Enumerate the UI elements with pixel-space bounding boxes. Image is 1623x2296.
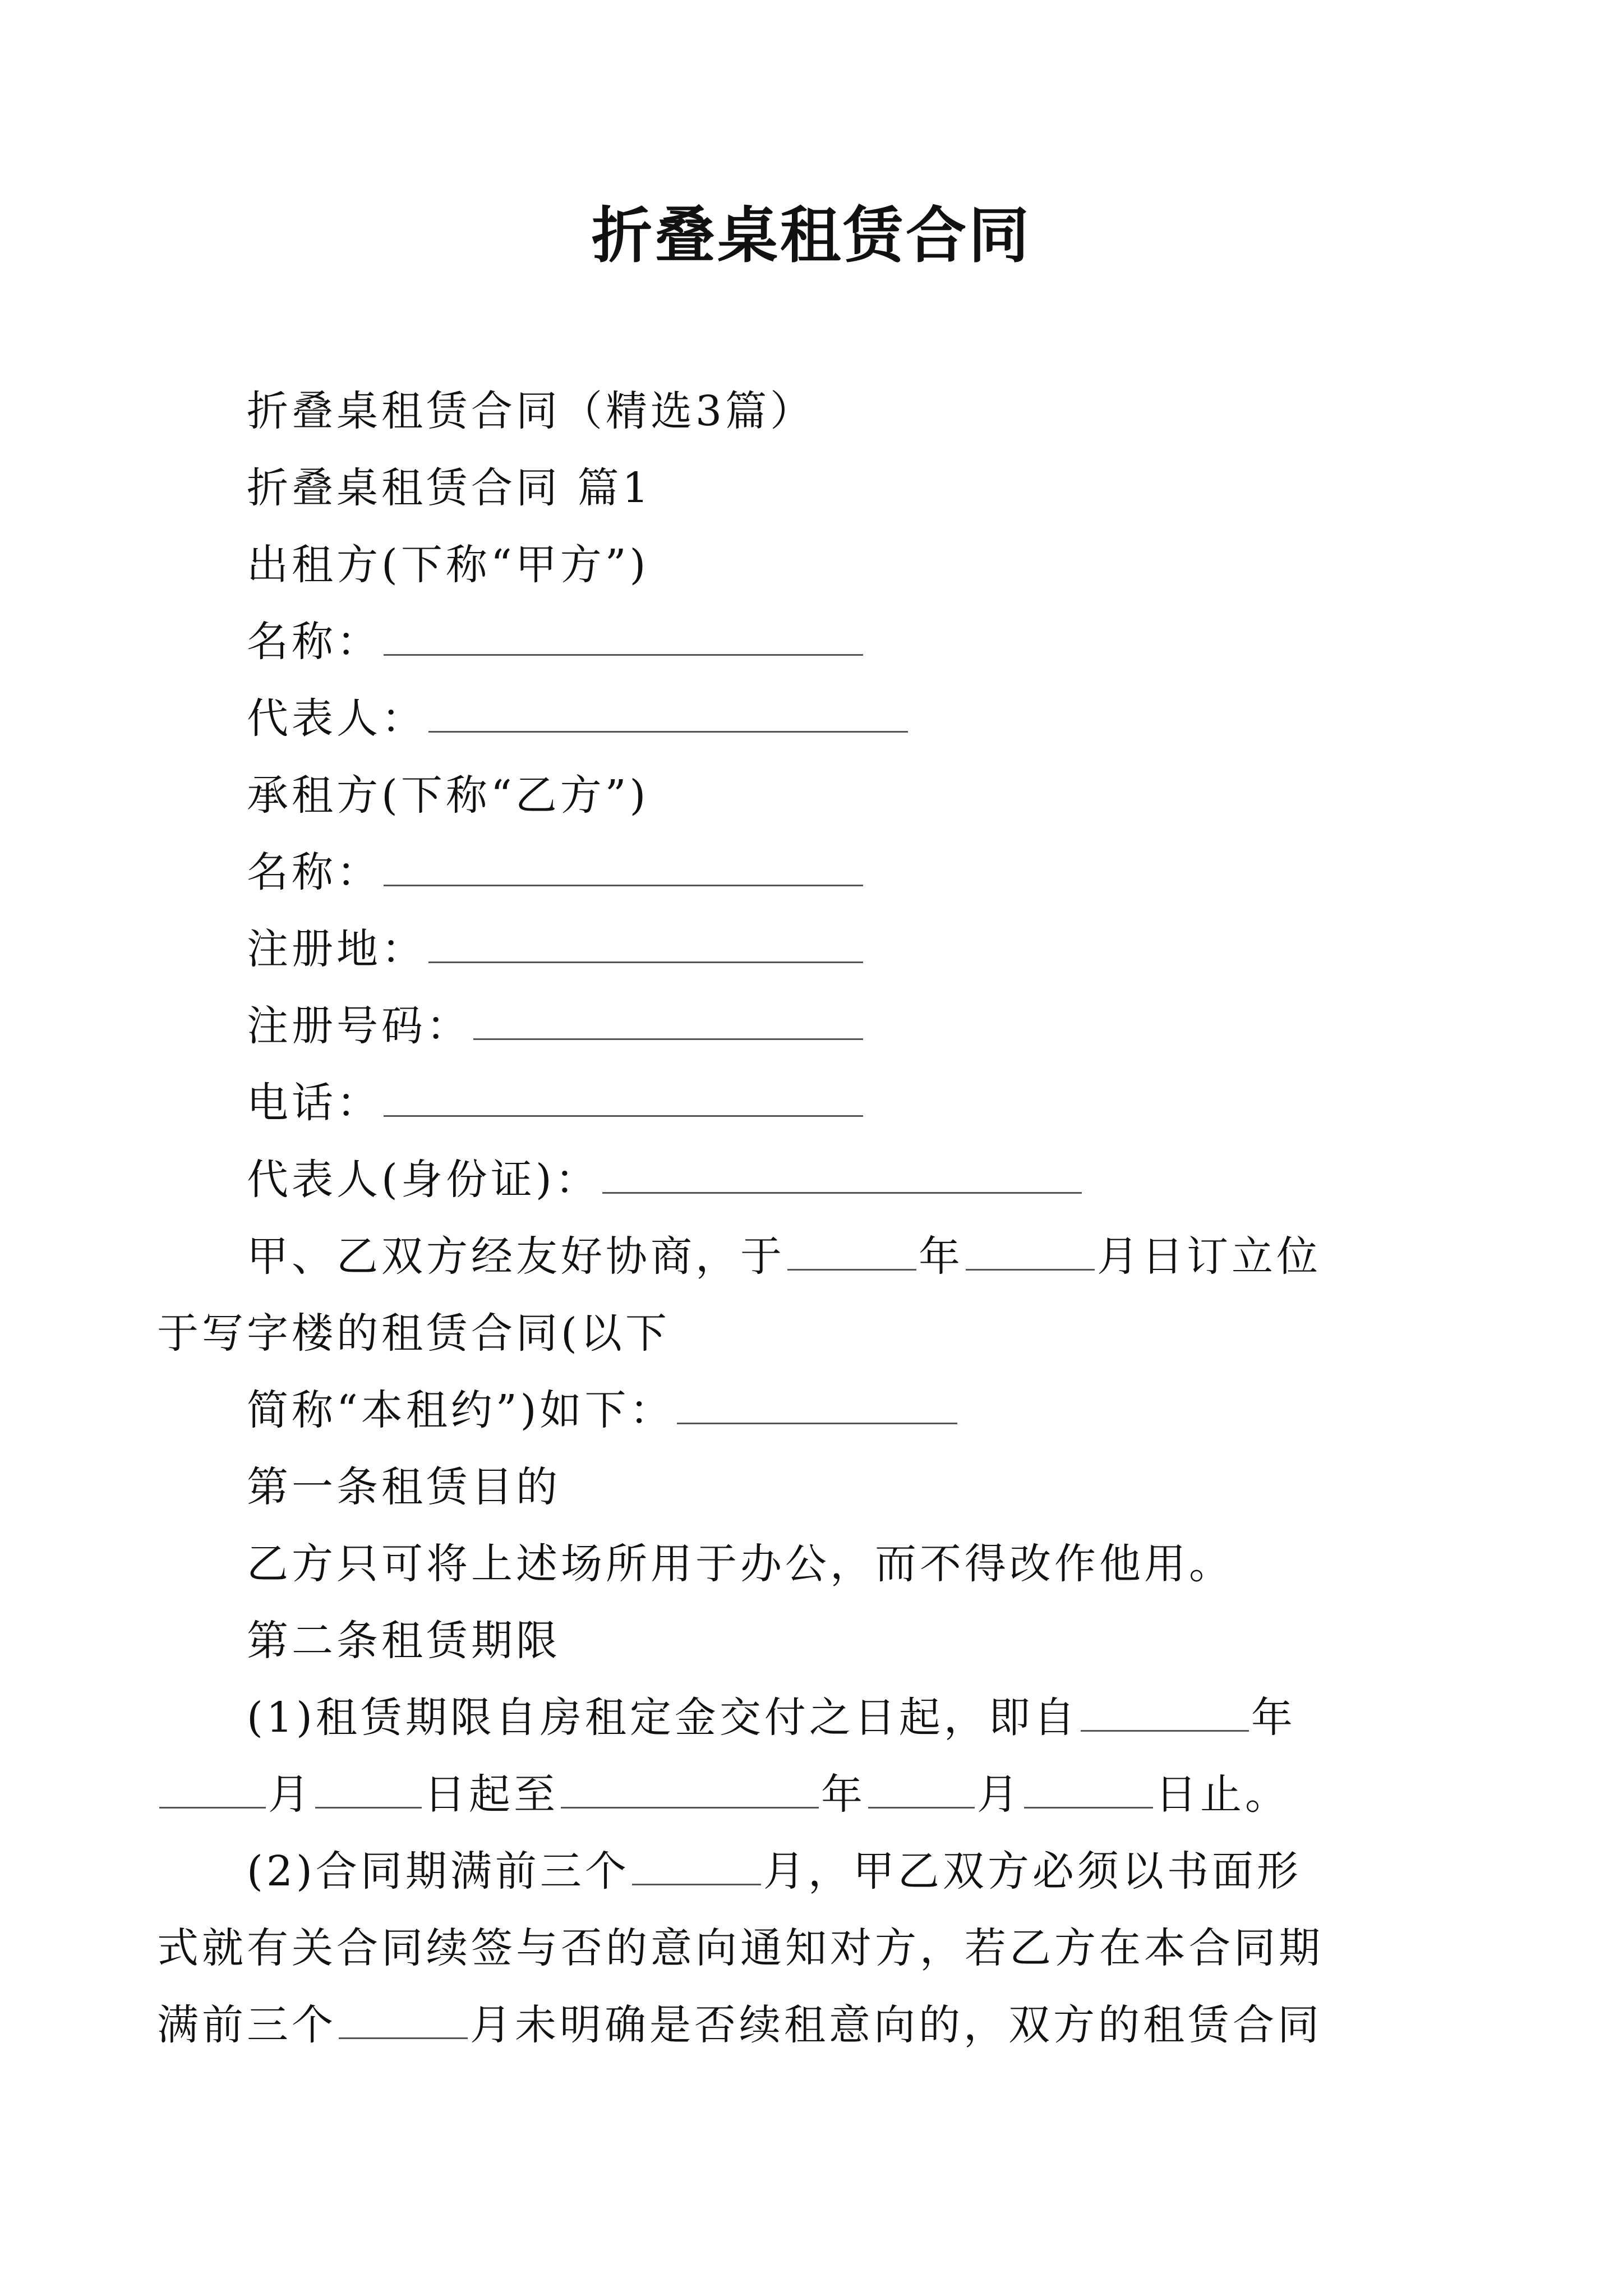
doc-line: 式就有关合同续签与否的意向通知对方，若乙方在本合同期	[157, 1924, 1324, 1972]
doc-line	[247, 988, 1385, 1065]
text-span: 满前三个	[157, 2001, 336, 2049]
doc-line: 折叠桌租赁合同 篇1	[247, 464, 652, 512]
blank-field	[159, 1764, 266, 1809]
text-span: 月	[977, 1770, 1022, 1819]
text-span: 月，甲乙双方必须以书面形	[763, 1847, 1302, 1895]
text-span: 月日订立位	[1097, 1232, 1321, 1281]
doc-line	[247, 1218, 1385, 1295]
blank-field	[1081, 1687, 1249, 1732]
text-span: 年	[919, 1232, 963, 1281]
blank-field	[315, 1764, 422, 1809]
doc-line	[247, 1833, 1385, 1910]
text-span: 甲、乙双方经友好协商，于	[247, 1232, 785, 1281]
doc-line	[247, 1680, 1385, 1756]
blank-field	[868, 1764, 975, 1809]
doc-line: 第一条租赁目的	[247, 1463, 561, 1511]
field-label: 名称：	[247, 848, 381, 896]
field-label: 代表人：	[247, 694, 426, 743]
field-label: 名称：	[247, 618, 381, 666]
blank-field	[787, 1226, 916, 1271]
field-label: 注册号码：	[247, 1002, 471, 1050]
blank-field	[966, 1226, 1095, 1271]
blank-field	[602, 1149, 1082, 1194]
doc-line: 折叠桌租赁合同（精选3篇）	[247, 387, 815, 435]
doc-line	[247, 1065, 1385, 1142]
text-span: 日止。	[1155, 1770, 1290, 1819]
blank-field	[677, 1380, 957, 1424]
field-label: 代表人(身份证)：	[247, 1156, 600, 1204]
blank-field	[428, 919, 863, 963]
text-span: (2)合同期满前三个	[247, 1847, 630, 1895]
doc-line: 乙方只可将上述场所用于办公，而不得改作他用。	[247, 1540, 1234, 1588]
doc-line	[247, 834, 1385, 911]
text-span: (1)租赁期限自房租定金交付之日起，即自	[247, 1694, 1078, 1742]
doc-line	[247, 680, 1385, 757]
field-label: 注册地：	[247, 925, 426, 973]
blank-field	[384, 1073, 863, 1117]
text-span: 日起至	[424, 1770, 559, 1819]
blank-field	[428, 688, 908, 733]
text-span: 月未明确是否续租意向的，双方的租赁合同	[470, 2001, 1322, 2049]
blank-field	[339, 1995, 468, 2039]
doc-line: 出租方(下称“甲方”)	[247, 541, 649, 589]
page-title: 折叠桌租赁合同	[591, 200, 1031, 271]
doc-line: 第二条租赁期限	[247, 1617, 561, 1665]
doc-line: 于写字楼的租赁合同(以下	[157, 1309, 670, 1358]
blank-field	[473, 996, 863, 1040]
blank-field	[384, 611, 863, 656]
text-span: 年	[821, 1770, 866, 1819]
blank-field	[632, 1841, 761, 1885]
document-body	[157, 373, 1385, 2064]
doc-line	[247, 911, 1385, 988]
doc-line	[247, 1372, 1385, 1449]
field-label: 电话：	[247, 1079, 381, 1127]
doc-line	[247, 604, 1385, 680]
blank-field	[561, 1764, 819, 1809]
text-span: 简称“本租约”)如下：	[247, 1386, 675, 1434]
doc-line: 承租方(下称“乙方”)	[247, 771, 649, 820]
text-span: 年	[1251, 1694, 1296, 1742]
doc-line	[247, 1142, 1385, 1218]
text-span: 月	[268, 1770, 313, 1819]
doc-line	[157, 1756, 1385, 1833]
doc-line	[157, 1987, 1385, 2064]
blank-field	[384, 842, 863, 886]
blank-field	[1024, 1764, 1153, 1809]
